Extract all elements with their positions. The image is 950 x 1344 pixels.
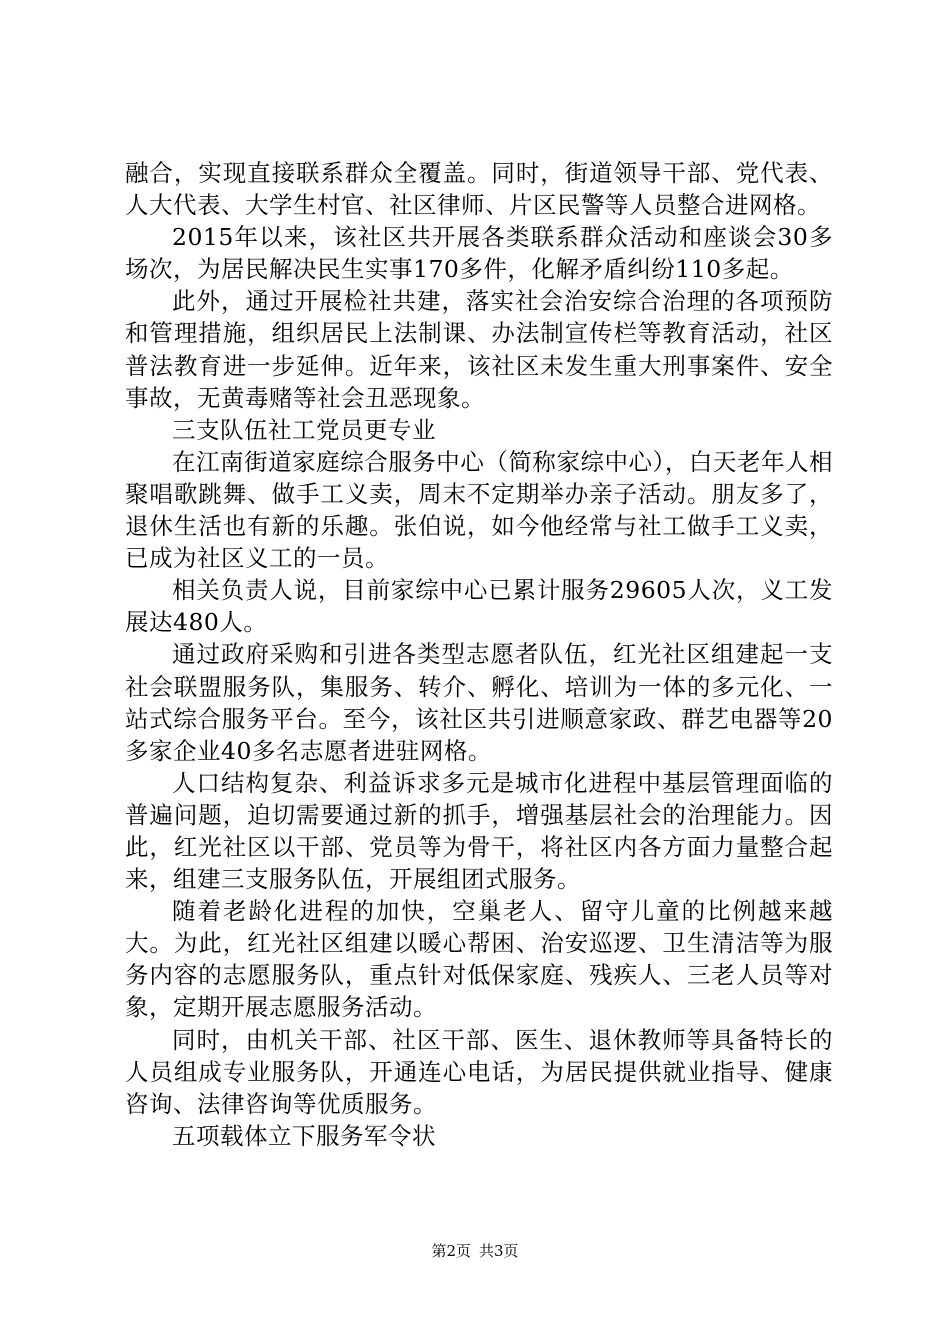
paragraph-volunteer-teams: 通过政府采购和引进各类型志愿者队伍，红光社区组建起一支社会联盟服务队，集服务、转介、孵化、培训为一体的多元化、一站式综合服务平台。至今，该社区共引进顺意家政、群艺电器等20多家企业40多名志愿者进驻网格。 — [125, 640, 833, 765]
paragraph-aging: 随着老龄化进程的加快，空巢老人、留守儿童的比例越来越大。为此，红光社区组建以暖心帮困、治安巡逻、卫生清洁等为服务内容的志愿服务队，重点针对低保家庭、残疾人、三老人员等对象，定期开展志愿服务活动。 — [125, 897, 833, 1022]
section-heading-three-teams: 三支队伍社工党员更专业 — [172, 415, 436, 444]
document-body — [125, 157, 833, 1152]
paragraph-continuation: 融合，实现直接联系群众全覆盖。同时，街道领导干部、党代表、人大代表、大学生村官、社区律师、片区民警等人员整合进网格。 — [125, 159, 833, 220]
paragraph-family-center: 在江南街道家庭综合服务中心（简称家综中心），白天老年人相聚唱歌跳舞、做手工义卖，周末不定期举办亲子活动。朋友多了，退休生活也有新的乐趣。张伯说，如今他经常与社工做手工义卖，已成为社区义工的一员。 — [125, 447, 833, 573]
paragraph-professional-team: 同时，由机关干部、社区干部、医生、退休教师等具备特长的人员组成专业服务队，开通连心电话，为居民提供就业指导、健康咨询、法律咨询等优质服务。 — [125, 1025, 833, 1118]
paragraph-population: 人口结构复杂、利益诉求多元是城市化进程中基层管理面临的普遍问题，迫切需要通过新的抓手，增强基层社会的治理能力。因此，红光社区以干部、党员等为骨干，将社区内各方面力量整合起来，组建三支服务队伍，开展组团式服务。 — [125, 768, 833, 894]
page-footer — [0, 1241, 950, 1261]
paragraph-co-building: 此外，通过开展检社共建，落实社会治安综合治理的各项预防和管理措施，组织居民上法制课、办法制宣传栏等教育活动，社区普法教育进一步延伸。近年来，该社区未发生重大刑事案件、安全事故，无黄毒赌等社会丑恶现象。 — [125, 287, 833, 412]
paragraph-statistics: 2015年以来，该社区共开展各类联系群众活动和座谈会30多场次，为居民解决民生实事170多件，化解矛盾纠纷110多起。 — [125, 223, 833, 284]
page-total: 共3页 — [479, 1242, 519, 1260]
page-number: 第2页 — [431, 1242, 471, 1260]
paragraph-service-count: 相关负责人说，目前家综中心已累计服务29605人次，义工发展达480人。 — [125, 576, 833, 637]
section-heading-five-carriers: 五项载体立下服务军令状 — [172, 1121, 436, 1150]
